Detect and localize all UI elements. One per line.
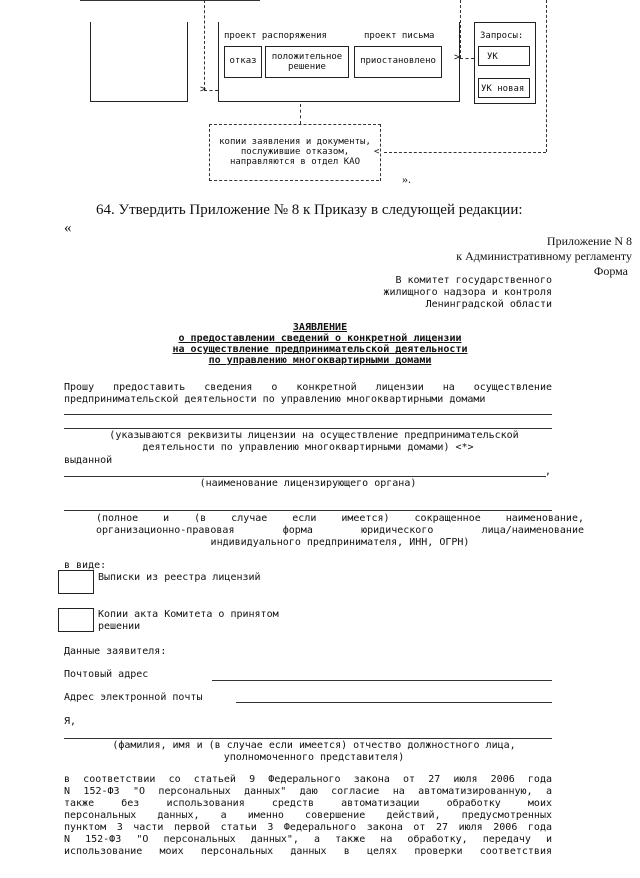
issued-label: выданной [64,455,113,466]
flow-box-refusal: отказ [224,46,262,78]
closing-quote: ». [402,172,411,186]
flow-copies-line1: копии заявления и документы, [219,137,371,147]
flow-col-requests: Запросы: [480,31,524,41]
checkbox-extract[interactable] [58,570,94,594]
flow-col-letter: проект письма [364,31,435,41]
name-field[interactable] [64,738,552,739]
license-field-2[interactable] [64,428,552,429]
hint-name-2: уполномоченного представителя) [223,752,405,763]
title-line3: по управлению многоквартирными домами [208,355,432,366]
flow-box-uk: УК [478,46,530,66]
flow-box-suspended: приостановлено [354,46,442,78]
consent-line: в соответствии со статьей 9 Федерального закона от 27 июля 2006 года [64,774,552,785]
flow-copies-line3: направляются в отдел КАО [229,157,361,167]
flow-dash-left [204,0,205,90]
applicant-data-label: Данные заявителя: [64,646,167,657]
flow-dash-down [300,104,301,124]
postal-label: Почтовый адрес [64,669,149,680]
hint-org-2: организационно-правовая форма юридического лица/наименование [96,525,584,536]
flow-dash-arrow-mid [460,58,474,59]
consent-line: использование моих персональных данных в целях проверки соответствия [64,846,552,857]
flow-dash-arrow-left [204,90,218,91]
license-field[interactable] [64,414,552,415]
hint-license-1: (указываются реквизиты лицензии на осуществление предпринимательской [109,430,519,441]
consent-line: персональных данных, а именно совершение действий, предусмотренных [64,810,552,821]
hint-license-2: деятельности по управлению многоквартирными домами) <*> [142,442,474,453]
request-line2: предпринимательской деятельности по управлению многоквартирными домами [64,394,486,405]
title-line1: о предоставлении сведений о конкретной лицензии [178,333,462,344]
flow-copies-line2: послужившие отказом, [240,147,350,157]
flow-col-order: проект распоряжения [224,31,327,41]
email-field[interactable] [236,702,552,703]
hint-licensor: (наименование лицензирующего органа) [199,478,417,489]
consent-block [64,774,552,858]
option-extract: Выписки из реестра лицензий [98,572,261,583]
appendix-reglament: к Административному регламенту [456,249,632,263]
flow-dash-right [546,0,547,152]
hint-org-1: (полное и (в случае если имеется) сокращенное наименование, [96,513,584,524]
hint-name-1: (фамилия, имя и (в случае если имеется) отчество должностного лица, [112,740,516,751]
addressee-2: жилищного надзора и контроля [383,287,552,298]
page-title: ЗАЯВЛЕНИЕ [292,322,348,333]
open-quote: « [64,220,72,236]
consent-line: также без использования средств автоматизации обработку моих [64,798,552,809]
item-64: 64. Утвердить Приложение № 8 к Приказу в следующей редакции: [96,202,523,218]
flow-box-positive: положительное решение [265,46,349,78]
flow-dash-mid [460,0,461,58]
request-line1: Прошу предоставить сведения о конкретной лицензии на осуществление [64,382,552,393]
flow-copies-bottom [209,180,379,181]
flow-box-uk-new: УК новая [478,78,530,98]
form-label: Форма [593,264,628,278]
arrow-icon: > [454,52,461,63]
flow-dash-bottom-right [384,152,546,153]
title-line2: на осуществление предпринимательской деятельности [172,344,468,355]
checkbox-copy-act[interactable] [58,608,94,632]
flow-left-box [90,22,188,102]
appendix-number: Приложение N 8 [546,234,632,248]
licensor-field[interactable] [64,476,546,477]
consent-line: N 152-ФЗ "О персональных данных", а также на обработку, передачу и [64,834,552,845]
postal-field[interactable] [212,680,552,681]
option-copy-act-2: решении [98,621,141,632]
hint-org-3: индивидуального предпринимателя, ИНН, ОГРН) [210,537,470,548]
addressee-3: Ленинградской области [425,299,552,310]
email-label: Адрес электронной почты [64,692,203,703]
org-field[interactable] [64,510,552,511]
consent-line: пунктом 3 части первой статьи 3 Федерального закона от 27 июля 2006 года [64,822,552,833]
comma: , [545,466,552,477]
arrow-left-icon: < [374,147,380,157]
consent-line: N 152-ФЗ "О персональных данных" даю согласие на автоматизированную, а [64,786,552,797]
flow-top-line [80,0,260,1]
in-form-label: в виде: [64,560,107,571]
option-copy-act-1: Копии акта Комитета о принятом [98,609,279,620]
i-label: Я, [64,716,77,727]
arrow-icon: > [200,84,207,95]
addressee-1: В комитет государственного [395,275,552,286]
